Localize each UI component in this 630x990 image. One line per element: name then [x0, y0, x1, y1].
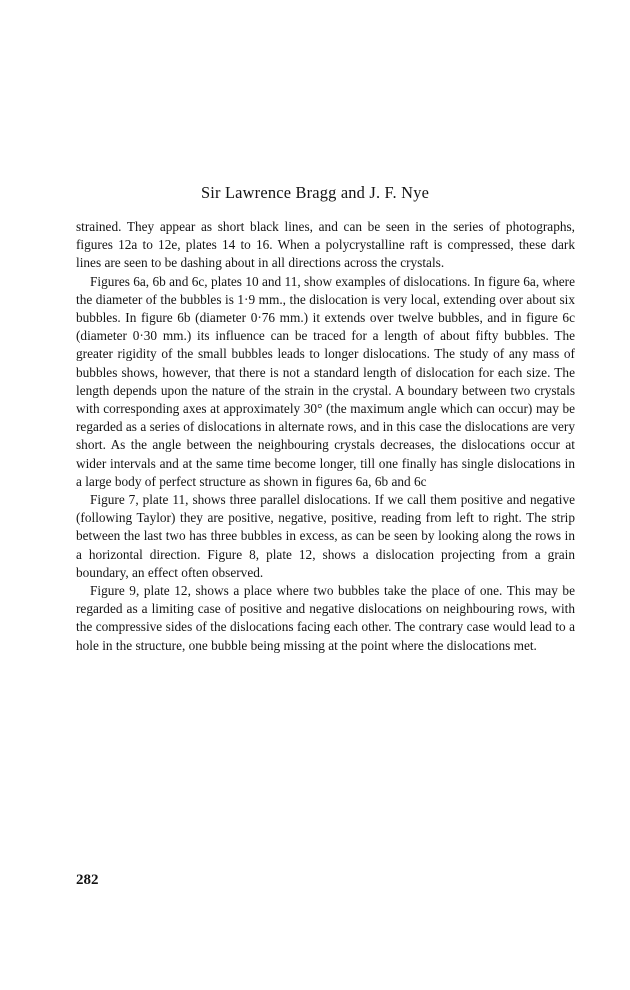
running-header: Sir Lawrence Bragg and J. F. Nye	[200, 183, 430, 202]
paragraph-1: strained. They appear as short black lines, and can be seen in the series of photographs, figures 12a to 12e, plates 14 to 16. When a polycrystalline raft is compressed, these dark lines are seen to be dashing about in all directions across the crystals.	[76, 219, 575, 271]
paragraph-3: Figure 7, plate 11, shows three parallel dislocations. If we call them positive and negative (following Taylor) they are positive, negative, positive, reading from left to right. The strip between the last two has three bubbles in excess, as can be seen by looking along the rows in a horizontal direction. Figure 8, plate 12, shows a dislocation projecting from a grain boundary, an effect often observed.	[76, 492, 575, 580]
paragraph-2: Figures 6a, 6b and 6c, plates 10 and 11, show examples of dislocations. In figure 6a, where the diameter of the bubbles is 1·9 mm., the dislocation is very local, extending over about six bubbles. In figure 6b (diameter 0·76 mm.) it extends over twelve bubbles, and in figure 6c (diameter 0·30 mm.) its influence can be traced for a length of about fifty bubbles. The greater rigidity of the small bubbles leads to longer dislocations. The study of any mass of bubbles shows, however, that there is not a standard length of dislocation for each size. The length depends upon the nature of the strain in the crystal. A boundary between two crystals with corresponding axes at approximately 30° (the maximum angle which can occur) may be regarded as a series of dislocations in alternate rows, and in this case the dislocations are very short. As the angle between the neighbouring crystals decreases, the dislocations occur at wider intervals and at the same time become longer, till one finally has single dislocations in a large body of perfect structure as shown in figures 6a, 6b and 6c	[76, 273, 575, 489]
paragraph-4: Figure 9, plate 12, shows a place where two bubbles take the place of one. This may be regarded as a limiting case of positive and negative dislocations on neighbouring rows, with the compressive sides of the dislocations facing each other. The contrary case would lead to a hole in the structure, one bubble being missing at the point where the dislocations met.	[76, 583, 575, 653]
page-number: 282	[76, 872, 99, 888]
body-text	[76, 218, 575, 655]
